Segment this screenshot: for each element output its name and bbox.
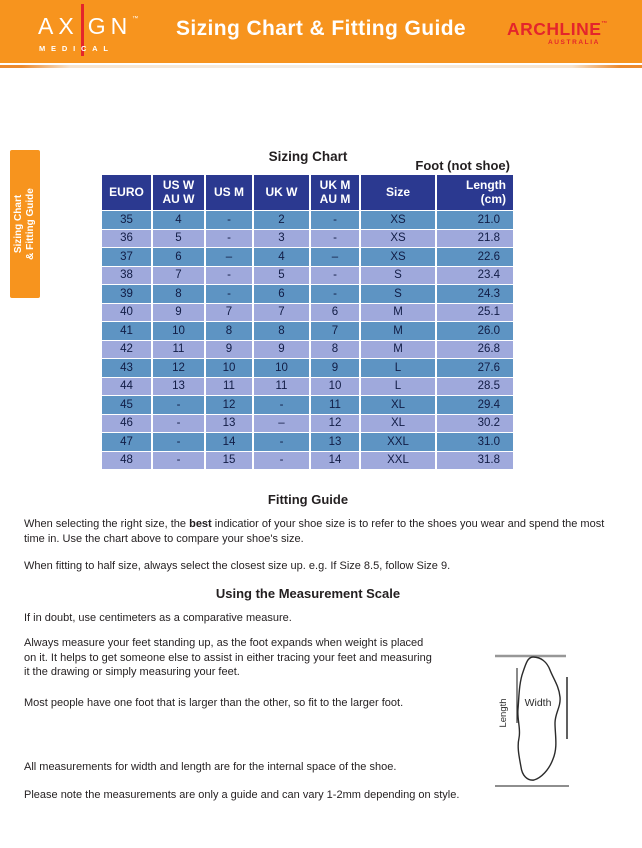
archline-logo	[507, 19, 608, 46]
table-cell: 48	[102, 451, 152, 469]
table-cell: 14	[205, 433, 253, 452]
column-header: Size	[360, 175, 436, 211]
table-cell: 10	[152, 322, 205, 341]
table-cell: 11	[205, 377, 253, 396]
table-cell: 36	[102, 229, 152, 248]
table-cell: 10	[310, 377, 360, 396]
trademark-symbol: ™	[601, 21, 608, 27]
fitting-paragraph-1	[24, 517, 609, 546]
table-cell: 45	[102, 396, 152, 415]
table-row	[102, 359, 513, 378]
table-cell: 25.1	[436, 303, 513, 322]
best-emphasis: best	[189, 518, 212, 530]
table-cell: 13	[152, 377, 205, 396]
table-row	[102, 211, 513, 230]
table-cell: XL	[360, 414, 436, 433]
measurement-paragraph-5: Please note the measurements are only a guide and can vary 1-2mm depending on style.	[24, 789, 460, 801]
measurement-paragraph-1: If in doubt, use centimeters as a comparative measure.	[24, 612, 292, 624]
table-cell: -	[310, 211, 360, 230]
table-cell: 39	[102, 285, 152, 304]
table-row	[102, 285, 513, 304]
measurement-scale-heading: Using the Measurement Scale	[215, 586, 401, 601]
table-cell: -	[310, 285, 360, 304]
foot-measurement-diagram	[482, 642, 642, 792]
table-cell: XL	[360, 396, 436, 415]
table-row	[102, 248, 513, 267]
axign-medical-label: MEDICAL	[39, 44, 114, 53]
header-divider	[0, 65, 642, 68]
table-row	[102, 377, 513, 396]
table-cell: 47	[102, 433, 152, 452]
table-cell: XXL	[360, 433, 436, 452]
table-cell: 21.8	[436, 229, 513, 248]
table-cell: 12	[205, 396, 253, 415]
table-cell: 41	[102, 322, 152, 341]
table-cell: -	[152, 451, 205, 469]
table-cell: –	[253, 414, 310, 433]
table-cell: -	[205, 211, 253, 230]
table-cell: 12	[310, 414, 360, 433]
table-cell: -	[152, 433, 205, 452]
table-cell: 31.8	[436, 451, 513, 469]
table-cell: -	[205, 266, 253, 285]
table-cell: –	[205, 248, 253, 267]
table-cell: 38	[102, 266, 152, 285]
table-cell: 37	[102, 248, 152, 267]
table-cell: -	[205, 285, 253, 304]
foot-outline-drawing	[482, 642, 642, 792]
table-cell: M	[360, 303, 436, 322]
side-tab-line1: Sizing Chart	[12, 194, 24, 254]
column-header: US M	[205, 175, 253, 211]
table-cell: -	[152, 396, 205, 415]
table-cell: 4	[152, 211, 205, 230]
table-row	[102, 340, 513, 359]
sizing-table-head	[102, 175, 513, 211]
table-row	[102, 322, 513, 341]
table-cell: 11	[253, 377, 310, 396]
archline-letters: ARCHLINE	[507, 19, 602, 39]
table-cell: 28.5	[436, 377, 513, 396]
table-cell: 5	[253, 266, 310, 285]
table-cell: M	[360, 322, 436, 341]
header-row	[102, 175, 513, 211]
table-cell: 13	[205, 414, 253, 433]
table-cell: 9	[310, 359, 360, 378]
table-cell: 8	[310, 340, 360, 359]
table-row	[102, 433, 513, 452]
table-cell: -	[152, 414, 205, 433]
table-cell: 12	[152, 359, 205, 378]
table-cell: 11	[152, 340, 205, 359]
foot-sole-outline	[518, 657, 560, 780]
paragraph-text: When selecting the right size, the	[24, 518, 190, 530]
table-cell: 26.8	[436, 340, 513, 359]
table-cell: XS	[360, 211, 436, 230]
table-cell: S	[360, 266, 436, 285]
table-cell: 43	[102, 359, 152, 378]
table-cell: 4	[253, 248, 310, 267]
column-header: UK M AU M	[310, 175, 360, 211]
table-cell: 31.0	[436, 433, 513, 452]
table-cell: 24.3	[436, 285, 513, 304]
measurement-paragraph-3: Most people have one foot that is larger than the other, so fit to the larger foot.	[24, 697, 404, 709]
table-cell: XS	[360, 248, 436, 267]
table-cell: 7	[310, 322, 360, 341]
table-row	[102, 396, 513, 415]
table-cell: 9	[253, 340, 310, 359]
table-cell: 13	[310, 433, 360, 452]
table-cell: –	[310, 248, 360, 267]
table-cell: 42	[102, 340, 152, 359]
table-cell: 22.6	[436, 248, 513, 267]
column-header: US W AU W	[152, 175, 205, 211]
page-title: Sizing Chart & Fitting Guide	[175, 17, 466, 40]
table-cell: 3	[253, 229, 310, 248]
table-cell: 40	[102, 303, 152, 322]
table-cell: 8	[205, 322, 253, 341]
table-cell: 15	[205, 451, 253, 469]
table-cell: L	[360, 377, 436, 396]
table-cell: 7	[152, 266, 205, 285]
archline-australia-label: AUSTRALIA	[547, 39, 600, 46]
table-cell: 10	[253, 359, 310, 378]
table-cell: XXL	[360, 451, 436, 469]
table-cell: 11	[310, 396, 360, 415]
table-cell: 10	[205, 359, 253, 378]
measurement-paragraph-2: Always measure your feet standing up, as the foot expands when weight is placed on it. It helps to get someone else to assist in either tracing your feet and measuring it the drawing or simply measuring your feet.	[24, 637, 432, 678]
sizing-table-body	[102, 211, 513, 470]
fitting-paragraph-2: When fitting to half size, always select the closest size up. e.g. If Size 8.5, follow Size 9.	[24, 560, 451, 572]
table-cell: 9	[152, 303, 205, 322]
table-row	[102, 303, 513, 322]
table-cell: S	[360, 285, 436, 304]
table-cell: 29.4	[436, 396, 513, 415]
width-label: Width	[524, 697, 552, 709]
table-cell: 27.6	[436, 359, 513, 378]
fitting-guide-heading: Fitting Guide	[267, 492, 349, 507]
table-cell: 35	[102, 211, 152, 230]
table-cell: L	[360, 359, 436, 378]
table-cell: -	[205, 229, 253, 248]
header-bar	[0, 0, 642, 63]
table-cell: M	[360, 340, 436, 359]
table-cell: 9	[205, 340, 253, 359]
table-cell: -	[253, 451, 310, 469]
length-label: Length	[498, 698, 509, 728]
column-header: UK W	[253, 175, 310, 211]
table-cell: 2	[253, 211, 310, 230]
measurement-paragraph-4: All measurements for width and length are for the internal space of the shoe.	[24, 761, 397, 773]
sizing-chart-title: Sizing Chart	[268, 149, 348, 164]
table-row	[102, 229, 513, 248]
table-cell: 46	[102, 414, 152, 433]
table-cell: 30.2	[436, 414, 513, 433]
table-cell: 6	[152, 248, 205, 267]
table-cell: 6	[253, 285, 310, 304]
archline-wordmark	[507, 19, 608, 40]
table-row	[102, 451, 513, 469]
foot-not-shoe-label: Foot (not shoe)	[415, 158, 510, 173]
column-header: EURO	[102, 175, 152, 211]
table-cell: 8	[152, 285, 205, 304]
table-cell: 7	[205, 303, 253, 322]
table-cell: XS	[360, 229, 436, 248]
table-cell: 5	[152, 229, 205, 248]
axign-letters-right: GN	[87, 13, 133, 39]
table-cell: -	[253, 396, 310, 415]
trademark-symbol: ™	[132, 16, 139, 22]
table-cell: 21.0	[436, 211, 513, 230]
table-cell: 8	[253, 322, 310, 341]
column-header: Length (cm)	[436, 175, 513, 211]
table-cell: -	[310, 266, 360, 285]
table-cell: 7	[253, 303, 310, 322]
table-row	[102, 266, 513, 285]
sizing-table	[102, 175, 513, 469]
table-cell: 6	[310, 303, 360, 322]
table-cell: 14	[310, 451, 360, 469]
table-cell: 44	[102, 377, 152, 396]
paragraph-text: indicatior of your shoe size is to refer to the shoes you wear and spend the most time in. Use the chart above to compare your shoe's size.	[24, 518, 605, 545]
side-tab-line2: & Fitting Guide	[25, 188, 36, 260]
table-cell: 26.0	[436, 322, 513, 341]
table-cell: -	[253, 433, 310, 452]
table-cell: 23.4	[436, 266, 513, 285]
table-cell: -	[310, 229, 360, 248]
table-row	[102, 414, 513, 433]
axign-letters-left: AX	[38, 13, 79, 39]
